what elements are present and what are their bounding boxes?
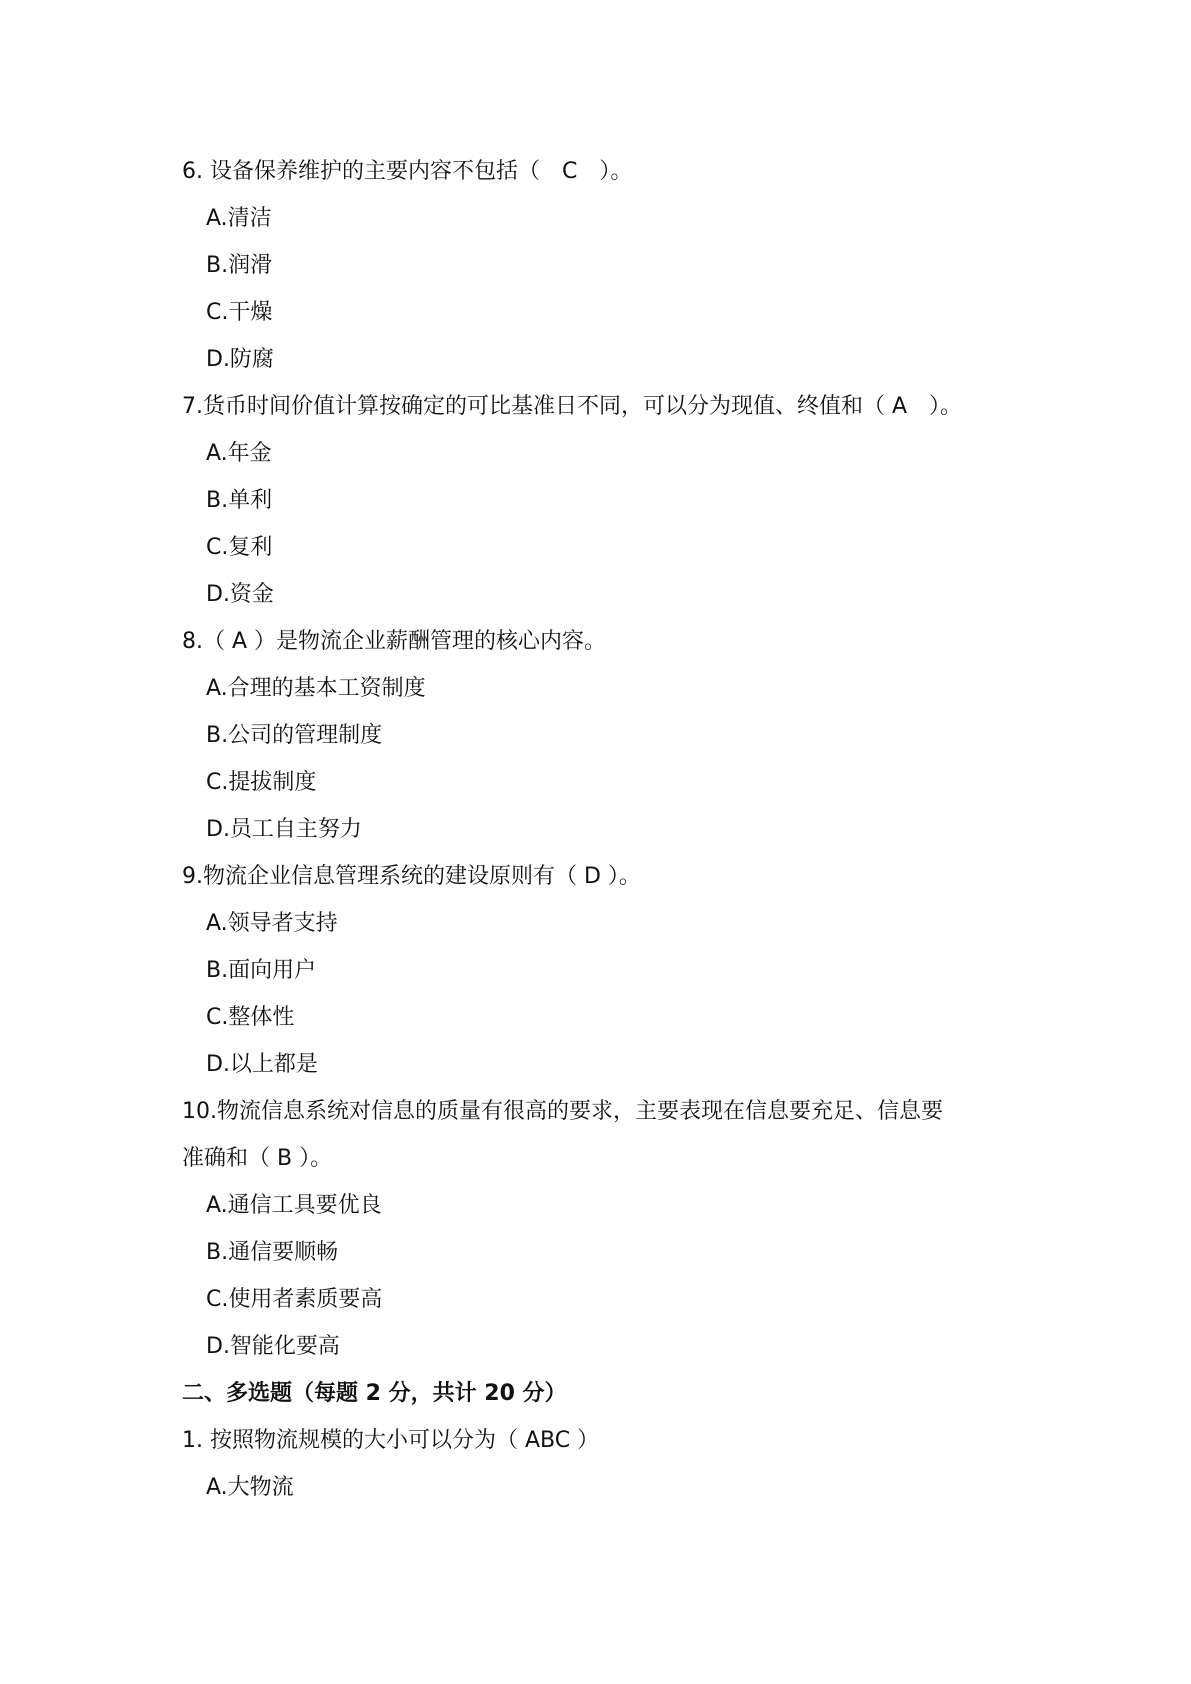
answer-option: C.干燥 (206, 300, 273, 325)
answer-option: A.清洁 (206, 206, 272, 231)
exam-content (182, 148, 1042, 1511)
answer-option: A.领导者支持 (206, 911, 338, 936)
section-heading: 二、多选题（每题 2 分，共计 20 分） (182, 1381, 567, 1406)
answer-option: D.防腐 (206, 347, 274, 372)
question-text: 8.（ A ）是物流企业薪酬管理的核心内容。 (182, 629, 607, 654)
answer-option: C.复利 (206, 535, 273, 560)
answer-option: D.员工自主努力 (206, 817, 362, 842)
answer-option: B.单利 (206, 488, 273, 513)
question-text: 9.物流企业信息管理系统的建设原则有（ D ）。 (182, 864, 641, 889)
answer-option: C.使用者素质要高 (206, 1287, 383, 1312)
answer-option: A.大物流 (206, 1475, 294, 1500)
question-text: 6. 设备保养维护的主要内容不包括（ C ）。 (182, 159, 633, 184)
answer-option: B.通信要顺畅 (206, 1240, 339, 1265)
question-text: 7.货币时间价值计算按确定的可比基准日不同，可以分为现值、终值和（ A ）。 (182, 394, 963, 419)
answer-option: B.公司的管理制度 (206, 723, 383, 748)
answer-option: D.以上都是 (206, 1052, 318, 1077)
answer-option: C.提拔制度 (206, 770, 317, 795)
answer-option: C.整体性 (206, 1005, 295, 1030)
answer-option: A.合理的基本工资制度 (206, 676, 426, 701)
question-text: 1. 按照物流规模的大小可以分为（ ABC ） (182, 1428, 600, 1453)
question-text: 10.物流信息系统对信息的质量有很高的要求，主要表现在信息要充足、信息要 (182, 1099, 943, 1124)
answer-option: D.智能化要高 (206, 1334, 340, 1359)
answer-option: D.资金 (206, 582, 274, 607)
answer-option: A.通信工具要优良 (206, 1193, 382, 1218)
answer-option: A.年金 (206, 441, 272, 466)
answer-option: B.面向用户 (206, 958, 317, 983)
answer-option: B.润滑 (206, 253, 273, 278)
question-text: 准确和（ B ）。 (182, 1146, 333, 1171)
